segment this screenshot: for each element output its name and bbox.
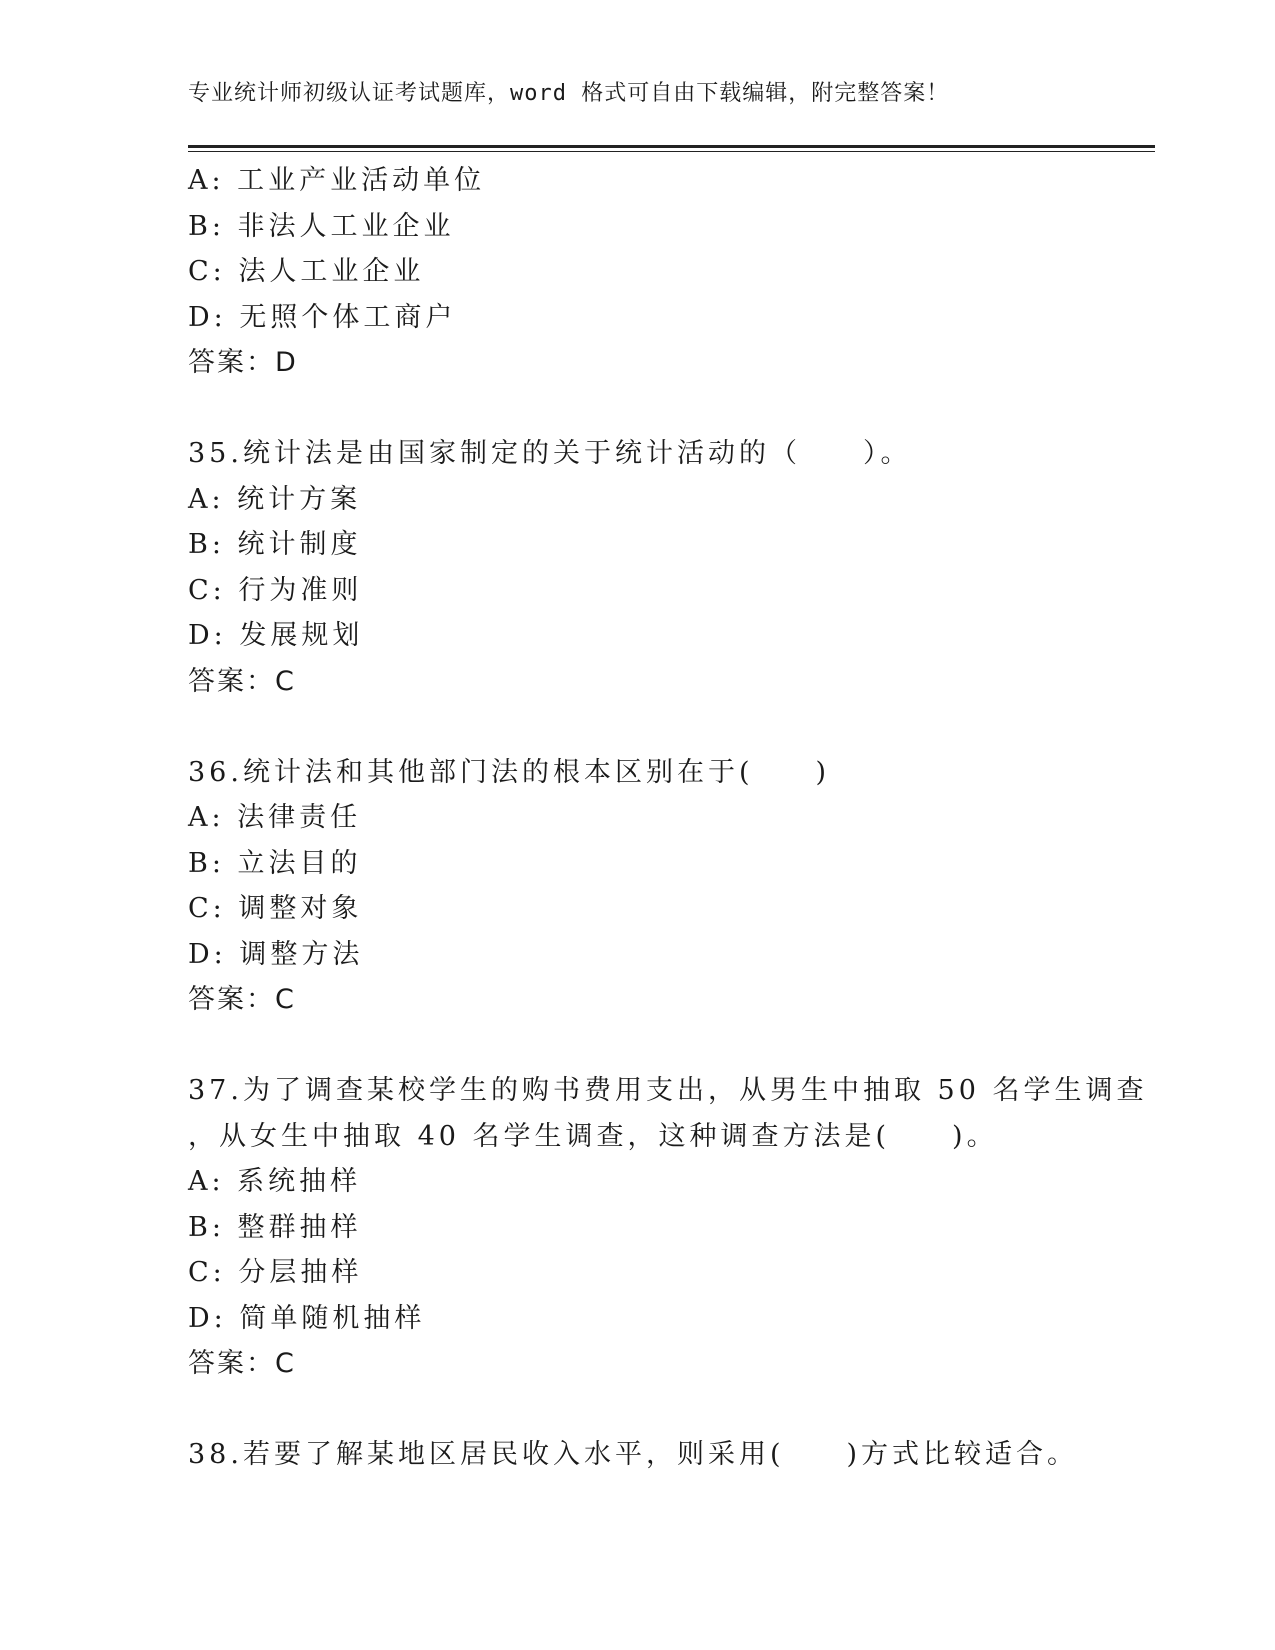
option-a: A: 法律责任 <box>188 802 362 833</box>
option-b: B: 整群抽样 <box>188 1211 362 1243</box>
question-stem: 38.若要了解某地区居民收入水平，则采用( )方式比较适合。 <box>188 1439 1079 1470</box>
option-c: C: 行为准则 <box>188 574 363 606</box>
option-b: B: 统计制度 <box>188 529 362 560</box>
question-list <box>188 158 1148 1478</box>
option-d: D: 调整方法 <box>188 938 364 970</box>
answer-line: 答案：C <box>188 1348 296 1379</box>
question-37-block <box>188 1068 1148 1387</box>
answer-line: 答案：C <box>188 665 296 697</box>
option-b: B: 立法目的 <box>188 847 362 879</box>
option-c: C: 法人工业企业 <box>188 256 425 287</box>
question-34-block <box>188 158 1148 386</box>
answer-line: 答案：C <box>188 984 296 1015</box>
question-35-block <box>188 431 1148 704</box>
option-d: D: 发展规划 <box>188 620 364 651</box>
question-stem: 36.统计法和其他部门法的根本区别在于( ) <box>188 756 831 788</box>
option-c: C: 调整对象 <box>188 893 363 924</box>
option-d: D: 无照个体工商户 <box>188 301 457 333</box>
question-38-block <box>188 1432 1148 1478</box>
header-rule-thick <box>188 145 1155 148</box>
option-a: A: 系统抽样 <box>188 1166 362 1197</box>
question-stem-line-2: ，从女生中抽取 40 名学生调查，这种调查方法是( )。 <box>188 1120 998 1152</box>
spacer <box>188 386 1148 432</box>
spacer <box>188 1387 1148 1433</box>
spacer <box>188 704 1148 750</box>
spacer <box>188 1023 1148 1069</box>
answer-line: 答案：D <box>188 347 298 378</box>
question-stem-line-1: 37.为了调查某校学生的购书费用支出，从男生中抽取 50 名学生调查 <box>188 1075 1148 1106</box>
question-36-block <box>188 750 1148 1023</box>
header-rule-thin <box>188 151 1155 152</box>
option-a: A: 工业产业活动单位 <box>188 165 486 196</box>
option-d: D: 简单随机抽样 <box>188 1302 426 1334</box>
option-b: B: 非法人工业企业 <box>188 210 455 242</box>
option-a: A: 统计方案 <box>188 483 362 515</box>
option-c: C: 分层抽样 <box>188 1257 363 1288</box>
question-stem: 35.统计法是由国家制定的关于统计活动的（ ）。 <box>188 438 912 469</box>
document-header: 专业统计师初级认证考试题库，word 格式可自由下载编辑，附完整答案！ <box>188 81 950 106</box>
